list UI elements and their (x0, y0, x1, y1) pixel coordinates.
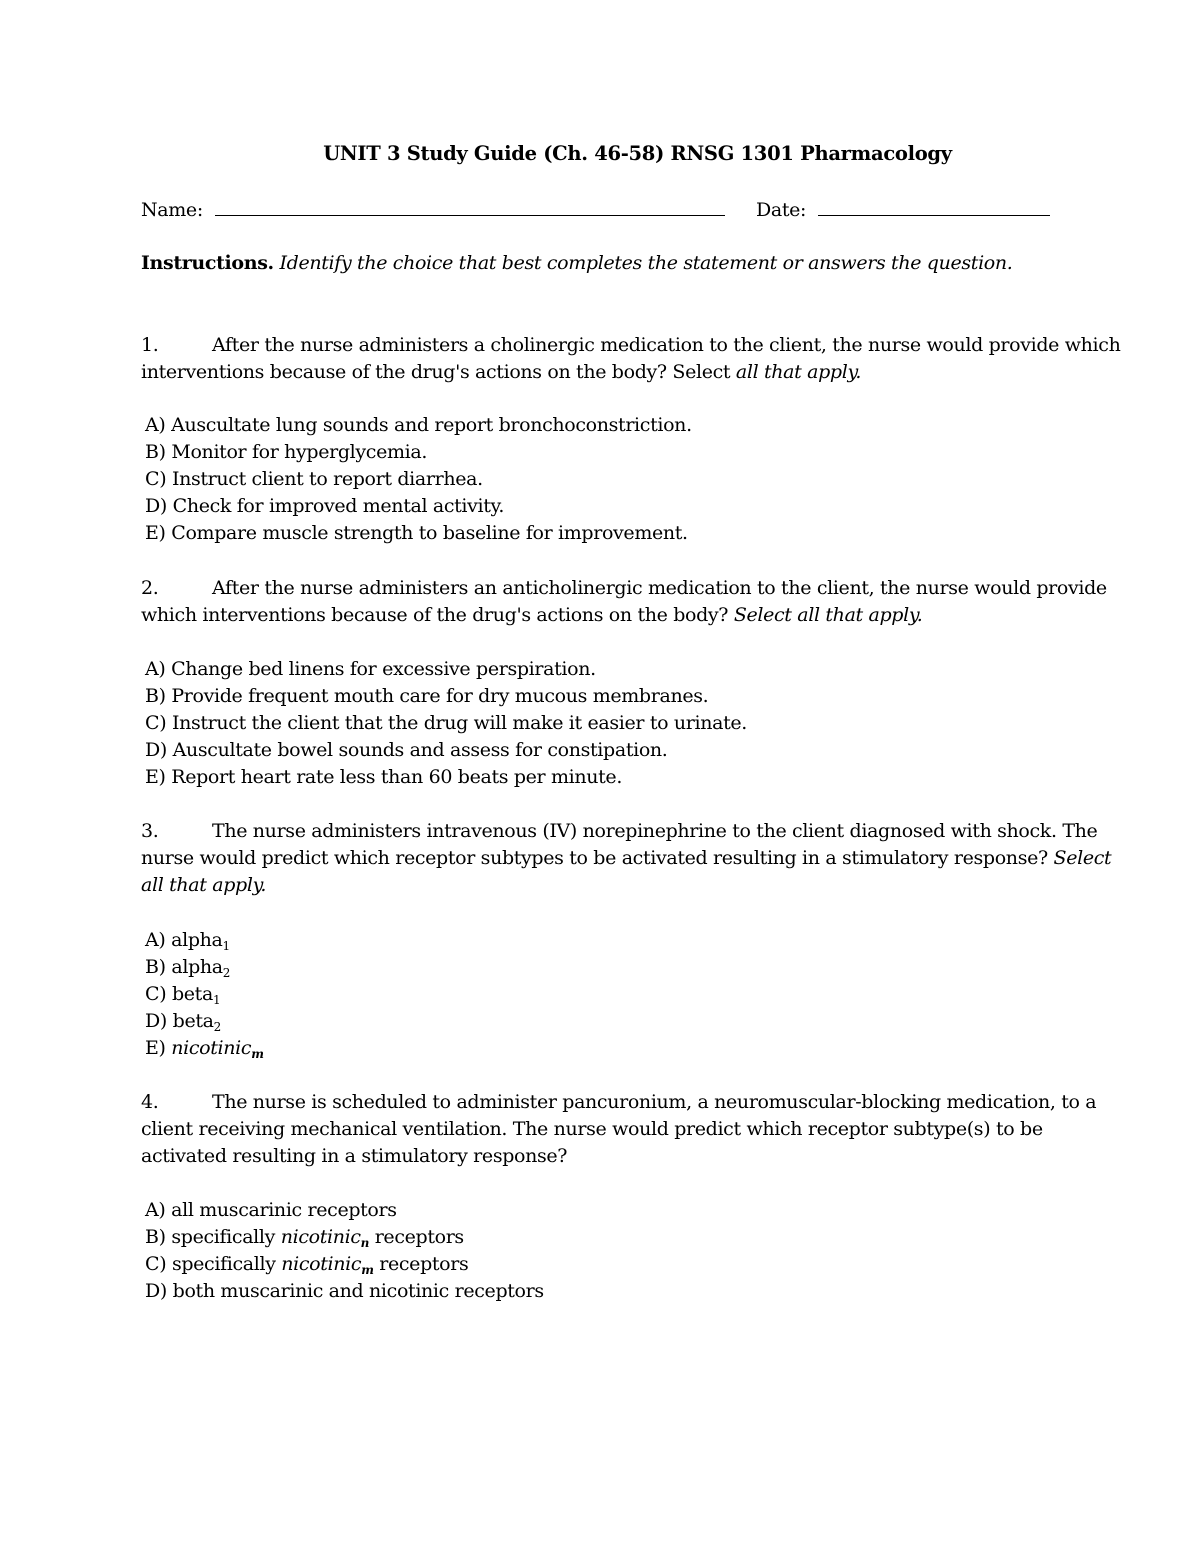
question-text: After the nurse administers an anticholinergic medication to the client, the nurse would provide (212, 577, 1107, 599)
option-text: receptors (373, 1253, 469, 1275)
option: D) Check for improved mental activity. (145, 495, 505, 517)
option-text: nicotinic (281, 1253, 362, 1275)
question-text: The nurse is scheduled to administer pancuronium, a neuromuscular-blocking medication, to a (212, 1091, 1097, 1113)
option-text: nicotinic (280, 1226, 361, 1248)
question-text: interventions because of the drug's actions on the body? Select (141, 361, 736, 383)
option (145, 983, 220, 1005)
question-number: 4. (141, 1091, 159, 1113)
question-2-line-2 (141, 604, 922, 626)
question-3-line-1 (141, 820, 1097, 842)
option-subscript: m (251, 1047, 264, 1061)
question-4-line-3: activated resulting in a stimulatory response? (141, 1145, 568, 1167)
option-subscript: 1 (222, 939, 230, 953)
option-text: alpha (171, 956, 223, 978)
question-text: The nurse administers intravenous (IV) norepinephrine to the client diagnosed with shock. The (212, 820, 1098, 842)
option-subscript: 2 (222, 966, 231, 980)
question-3-line-2 (141, 847, 1111, 869)
option-text: beta (172, 1010, 214, 1032)
option-text: beta (171, 983, 213, 1005)
question-text: nurse would predict which receptor subtypes to be activated resulting in a stimulatory response? (141, 847, 1054, 869)
question-1-line-2 (141, 361, 861, 383)
question-3-line-3 (141, 874, 266, 896)
instructions (141, 252, 1012, 274)
page-title: UNIT 3 Study Guide (Ch. 46-58) RNSG 1301 Pharmacology (323, 142, 952, 165)
instructions-text: Identify the choice that best completes the statement or answers the question. (279, 252, 1013, 274)
option-subscript: 2 (213, 1020, 221, 1034)
option (145, 1226, 464, 1248)
option: A) Auscultate lung sounds and report bronchoconstriction. (145, 414, 692, 436)
option: C) Instruct the client that the drug will make it easier to urinate. (145, 712, 747, 734)
option: C) Instruct client to report diarrhea. (145, 468, 483, 490)
option-letter: A) (145, 929, 172, 951)
option-text: receptors (369, 1226, 464, 1248)
option (145, 929, 230, 951)
date-label: Date: (755, 199, 807, 221)
date-blank (818, 198, 1050, 216)
question-emphasis: Select all that apply. (733, 604, 923, 626)
question-4-line-1 (141, 1091, 1096, 1113)
question-emphasis: all that apply. (141, 874, 267, 896)
option (145, 1037, 264, 1059)
question-emphasis: Select (1053, 847, 1112, 869)
option: E) Report heart rate less than 60 beats per minute. (145, 766, 623, 788)
name-label: Name: (141, 199, 203, 221)
option: D) Auscultate bowel sounds and assess for constipation. (145, 739, 668, 761)
option-letter: D) (145, 1010, 173, 1032)
option: B) Provide frequent mouth care for dry mucous membranes. (145, 685, 709, 707)
option-subscript: 1 (212, 993, 221, 1007)
option: B) Monitor for hyperglycemia. (145, 441, 428, 463)
option (145, 1253, 468, 1275)
option: D) both muscarinic and nicotinic receptors (145, 1280, 544, 1302)
option-text: alpha (171, 929, 223, 951)
option-letter: C) (145, 983, 172, 1005)
option (145, 1010, 221, 1032)
option: E) Compare muscle strength to baseline for improvement. (145, 522, 688, 544)
question-2-line-1 (141, 577, 1107, 599)
option-subscript: n (360, 1236, 369, 1250)
question-number: 2. (141, 577, 159, 599)
question-emphasis: all that apply. (735, 361, 862, 383)
name-date-line (141, 198, 1050, 221)
name-blank (215, 198, 725, 216)
option-text: B) specifically (145, 1226, 281, 1248)
question-1-line-1 (141, 334, 1120, 356)
option-letter: E) (145, 1037, 172, 1059)
option-text: C) specifically (145, 1253, 282, 1275)
option (145, 956, 230, 978)
question-number: 3. (141, 820, 159, 842)
option-subscript: m (361, 1263, 374, 1277)
option: A) Change bed linens for excessive perspiration. (145, 658, 596, 680)
question-number: 1. (141, 334, 159, 356)
option-text: nicotinic (171, 1037, 252, 1059)
option-letter: B) (145, 956, 172, 978)
question-4-line-2: client receiving mechanical ventilation. The nurse would predict which receptor subtype(s) to be (141, 1118, 1043, 1140)
question-text: After the nurse administers a cholinergic medication to the client, the nurse would provide which (212, 334, 1121, 356)
option: A) all muscarinic receptors (145, 1199, 397, 1221)
question-text: which interventions because of the drug's actions on the body? (141, 604, 734, 626)
instructions-label: Instructions. (141, 252, 274, 274)
